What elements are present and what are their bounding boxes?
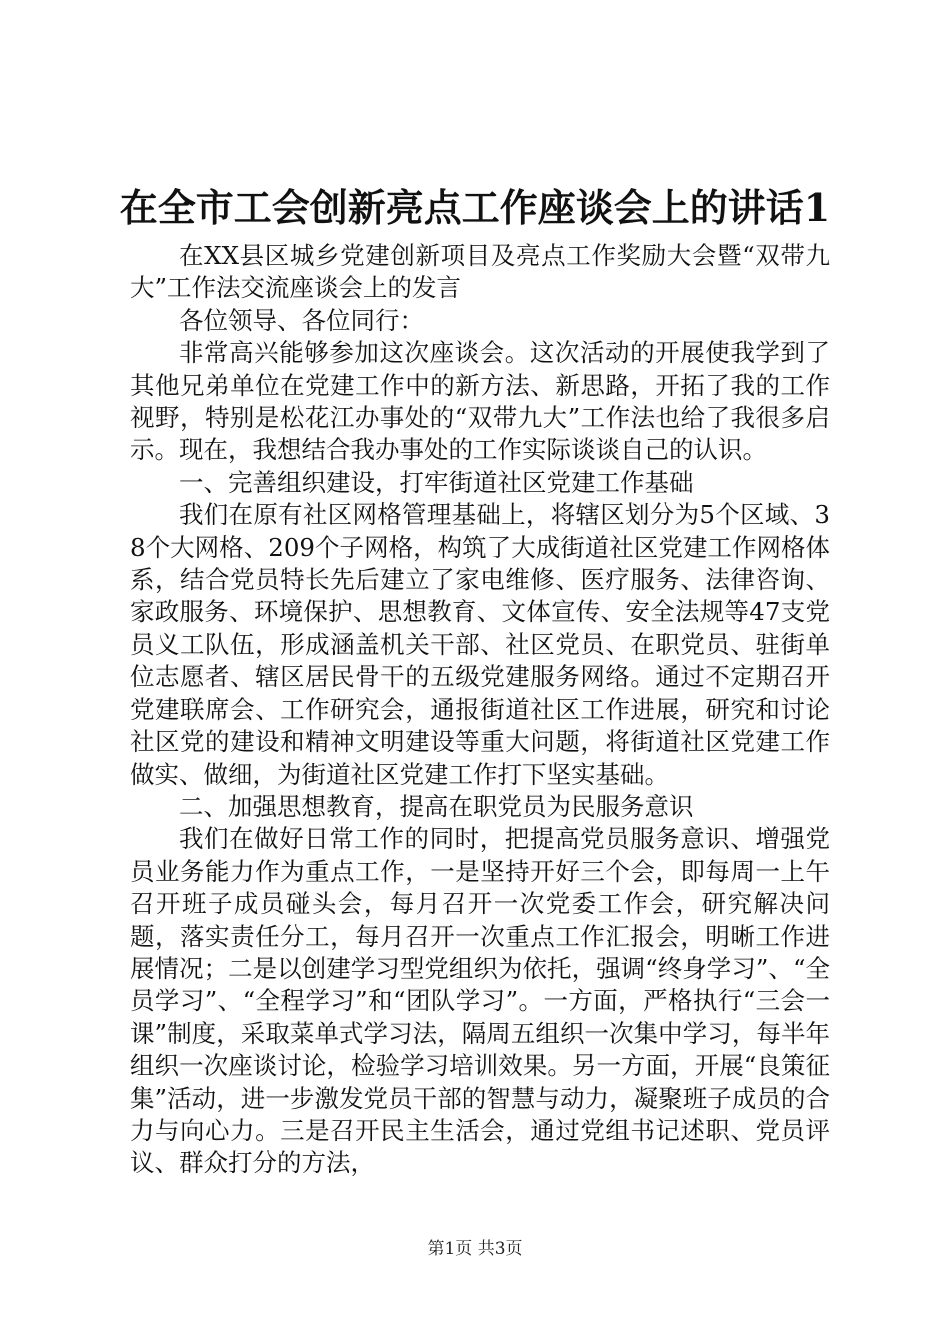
section-heading-2: 二、加强思想教育，提高在职党员为民服务意识 bbox=[179, 791, 694, 821]
paragraph-opening: 非常高兴能够参加这次座谈会。这次活动的开展使我学到了其他兄弟单位在党建工作中的新方法、新思路，开拓了我的工作视野，特别是松花江办事处的“双带九大”工作法也给了我很多启示。现在，我想结合我办事处的工作实际谈谈自己的认识。 bbox=[130, 338, 830, 465]
document-title: 在全市工会创新亮点工作座谈会上的讲话1 bbox=[119, 185, 831, 230]
section-heading-1: 一、完善组织建设，打牢街道社区党建工作基础 bbox=[179, 467, 694, 497]
paragraph-section-2: 我们在做好日常工作的同时，把提高党员服务意识、增强党员业务能力作为重点工作，一是坚持开好三个会，即每周一上午召开班子成员碰头会，每月召开一次党委工作会，研究解决问题，落实责任分工，每月召开一次重点工作汇报会，明晰工作进展情况；二是以创建学习型党组织为依托，强调“终身学习”、“全员学习”、“全程学习”和“团队学习”。一方面，严格执行“三会一课”制度，采取菜单式学习法，隔周五组织一次集中学习，每半年组织一次座谈讨论，检验学习培训效果。另一方面，开展“良策征集”活动，进一步激发党员干部的智慧与动力，凝聚班子成员的合力与向心力。三是召开民主生活会，通过党组书记述职、党员评议、群众打分的方法， bbox=[130, 824, 830, 1178]
paragraph-intro: 在XX县区城乡党建创新项目及亮点工作奖励大会暨“双带九大”工作法交流座谈会上的发言 bbox=[130, 241, 830, 303]
paragraph-section-1: 我们在原有社区网格管理基础上，将辖区划分为5个区域、38个大网格、209个子网格，构筑了大成街道社区党建工作网格体系，结合党员特长先后建立了家电维修、医疗服务、法律咨询、家政服务、环境保护、思想教育、文体宣传、安全法规等47支党员义工队伍，形成涵盖机关干部、社区党员、在职党员、驻街单位志愿者、辖区居民骨干的五级党建服务网络。通过不定期召开党建联席会、工作研究会，通报街道社区工作进展，研究和讨论社区党的建设和精神文明建设等重大问题，将街道社区党建工作做实、做细，为街道社区党建工作打下坚实基础。 bbox=[130, 500, 830, 789]
page-footer: 第1页 共3页 bbox=[427, 1239, 523, 1259]
document-body bbox=[130, 240, 830, 1180]
paragraph-salutation: 各位领导、各位同行： bbox=[179, 305, 424, 335]
